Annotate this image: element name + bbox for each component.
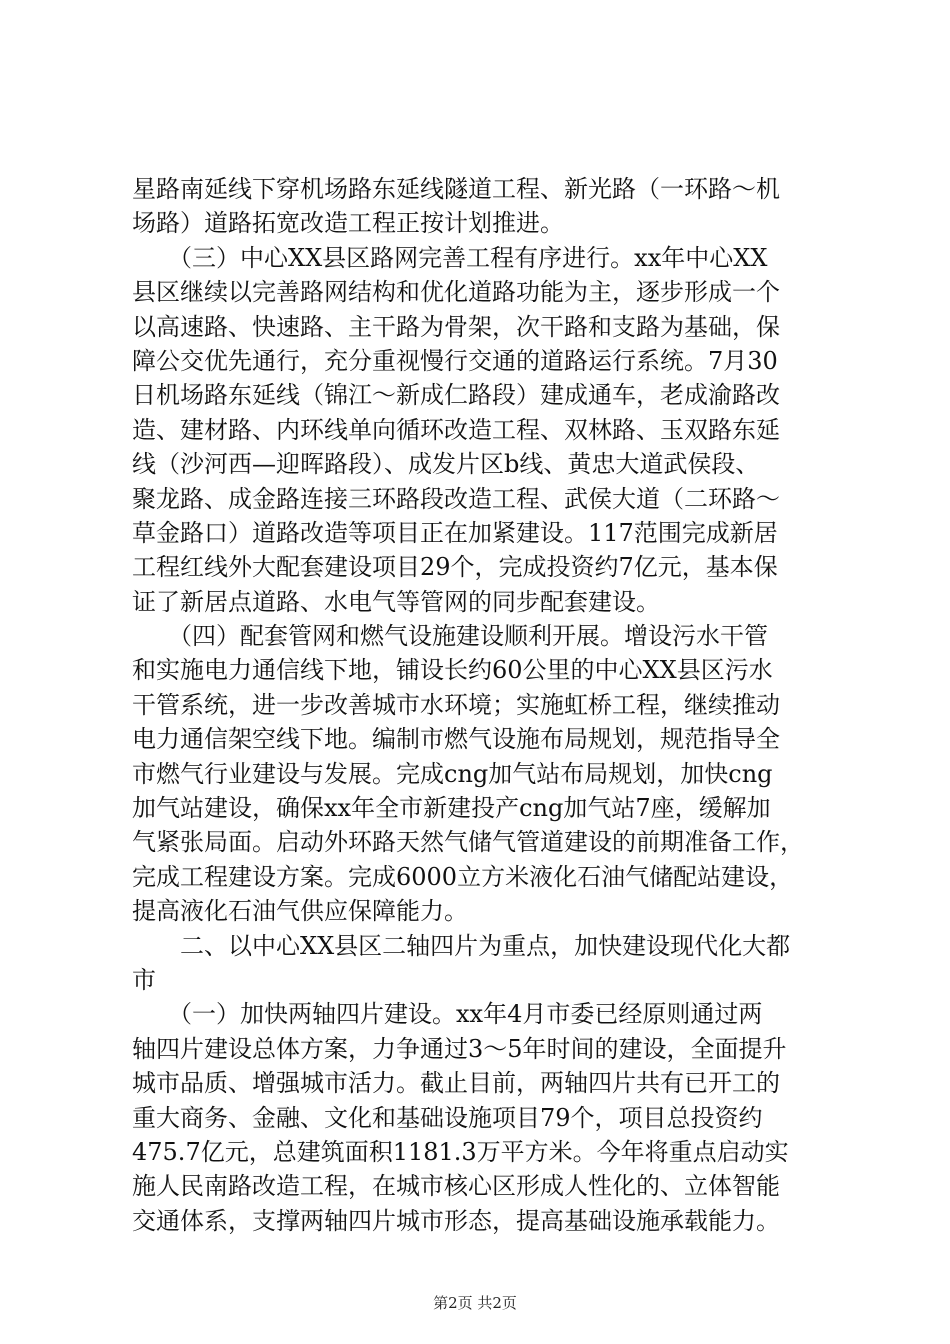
text-line: 日机场路东延线（锦江～新成仁路段）建成通车，老成渝路改: [132, 381, 780, 410]
text-line: 重大商务、金融、文化和基础设施项目79个，项目总投资约: [132, 1103, 763, 1132]
page-footer: [0, 1293, 950, 1313]
text-line: 轴四片建设总体方案，力争通过3～5年时间的建设，全面提升: [132, 1034, 787, 1063]
text-line: 提高液化石油气供应保障能力。: [132, 897, 468, 926]
text-line: 完成工程建设方案。完成6000立方米液化石油气储配站建设，: [132, 862, 794, 891]
text-line: 交通体系，支撑两轴四片城市形态，提高基础设施承载能力。: [132, 1206, 780, 1235]
text-line: 市燃气行业建设与发展。完成cng加气站布局规划，加快cng: [132, 759, 773, 788]
text-line: 星路南延线下穿机场路东延线隧道工程、新光路（一环路～机: [132, 175, 780, 203]
text-line: 475.7亿元，总建筑面积1181.3万平方米。今年将重点启动实: [132, 1137, 789, 1166]
text-line: （三）中心XX县区路网完善工程有序进行。xx年中心XX: [132, 243, 768, 272]
text-line: （一）加快两轴四片建设。xx年4月市委已经原则通过两: [132, 1000, 763, 1029]
text-line: 电力通信架空线下地。编制市燃气设施布局规划，规范指导全: [132, 725, 780, 754]
text-line: 聚龙路、成金路连接三环路段改造工程、武侯大道（二环路～: [132, 484, 780, 513]
text-line: 施人民南路改造工程，在城市核心区形成人性化的、立体智能: [132, 1172, 780, 1201]
text-line: 障公交优先通行，充分重视慢行交通的道路运行系统。7月30: [132, 346, 778, 375]
text-line: （四）配套管网和燃气设施建设顺利开展。增设污水干管: [132, 622, 768, 651]
page-number-label: 第2页 共2页: [433, 1294, 517, 1312]
text-line: 县区继续以完善路网结构和优化道路功能为主，逐步形成一个: [132, 278, 780, 307]
text-line: 城市品质、增强城市活力。截止目前，两轴四片共有已开工的: [132, 1069, 780, 1098]
text-line: 以高速路、快速路、主干路为骨架，次干路和支路为基础，保: [132, 312, 780, 341]
text-line: 干管系统，进一步改善城市水环境；实施虹桥工程，继续推动: [132, 690, 780, 719]
text-line: 二、以中心XX县区二轴四片为重点，加快建设现代化大都: [132, 931, 791, 960]
text-line: 市: [132, 965, 156, 994]
text-line: 气紧张局面。启动外环路天然气储气管道建设的前期准备工作，: [132, 828, 804, 857]
text-line: 加气站建设，确保xx年全市新建投产cng加气站7座，缓解加: [132, 794, 771, 823]
text-line: 工程红线外大配套建设项目29个，完成投资约7亿元，基本保: [132, 553, 778, 582]
text-line: 证了新居点道路、水电气等管网的同步配套建设。: [132, 587, 660, 616]
text-line: 线（沙河西—迎晖路段）、成发片区b线、黄忠大道武侯段、: [132, 450, 760, 479]
document-body: [132, 172, 832, 1238]
text-line: 草金路口）道路改造等项目正在加紧建设。117范围完成新居: [132, 518, 778, 547]
text-line: 和实施电力通信线下地，铺设长约60公里的中心XX县区污水: [132, 656, 773, 685]
text-line: 造、建材路、内环线单向循环改造工程、双林路、玉双路东延: [132, 415, 780, 444]
text-line: 场路）道路拓宽改造工程正按计划推进。: [132, 209, 564, 238]
